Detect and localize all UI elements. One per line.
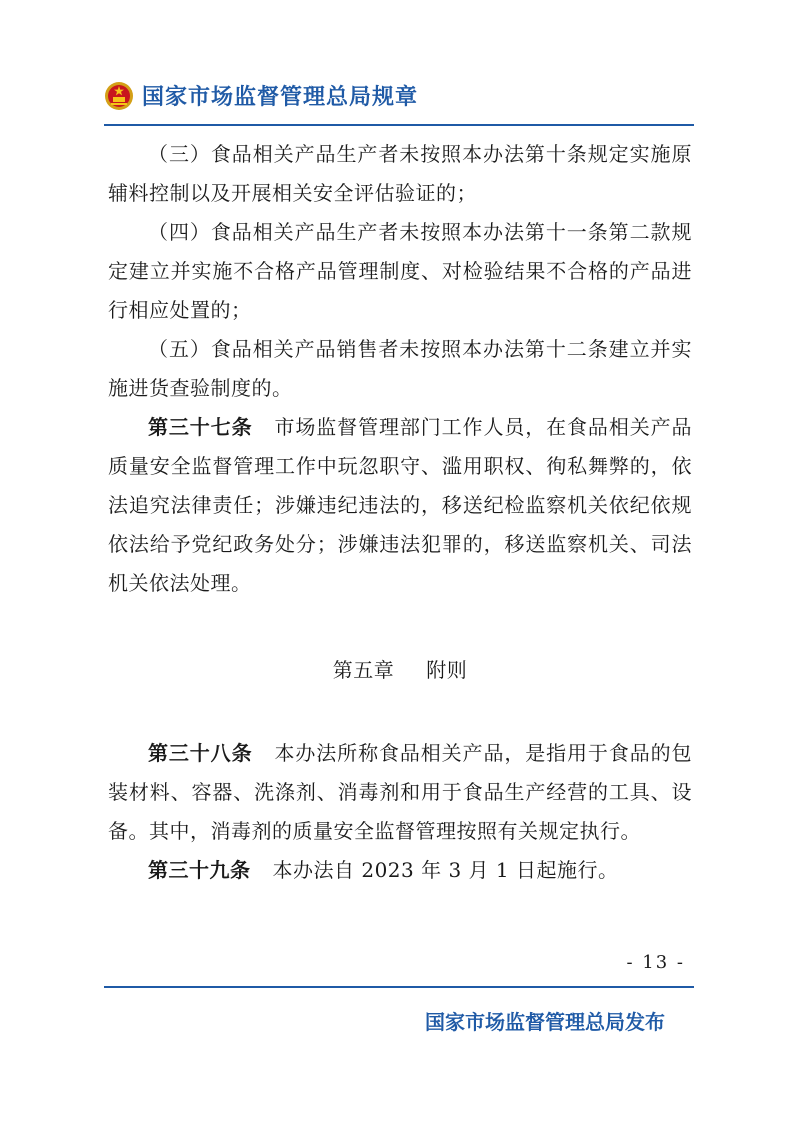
footer-publisher: 国家市场监督管理总局发布 [425,1010,665,1034]
footer-divider [104,986,694,988]
document-header [104,80,418,111]
chapter-number: 第五章 [332,658,395,682]
national-emblem-icon [104,81,134,111]
article-38-number: 第三十八条 [148,741,253,765]
article-38-text: 本办法所称食品相关产品，是指用于食品的包装材料、容器、洗涤剂、消毒剂和用于食品生产经营的工具、设备。其中，消毒剂的质量安全监督管理按照有关规定执行。 [108,741,693,843]
chapter-heading [108,651,692,690]
page-number: - 13 - [626,952,685,973]
article-39 [108,851,692,890]
paragraph-item-3: （三）食品相关产品生产者未按照本办法第十条规定实施原辅料控制以及开展相关安全评估验证的； [108,142,692,205]
header-divider [104,124,694,126]
paragraph-item-4: （四）食品相关产品生产者未按照本办法第十一条第二款规定建立并实施不合格产品管理制度、对检验结果不合格的产品进行相应处置的； [108,220,692,322]
article-39-number: 第三十九条 [148,858,251,882]
article-37-number: 第三十七条 [148,415,253,439]
article-37-text: 市场监督管理部门工作人员，在食品相关产品质量安全监督管理工作中玩忽职守、滥用职权、徇私舞弊的，依法追究法律责任；涉嫌违纪违法的，移送纪检监察机关依纪依规依法给予党纪政务处分；涉嫌违法犯罪的，移送监察机关、司法机关依法处理。 [108,415,693,595]
header-title: 国家市场监督管理总局规章 [142,85,419,110]
article-39-text: 本办法自 2023 年 3 月 1 日起施行。 [272,858,619,882]
document-body [108,135,692,890]
article-38 [108,734,692,851]
paragraph-item-5: （五）食品相关产品销售者未按照本办法第十二条建立并实施进货查验制度的。 [108,337,692,400]
chapter-name: 附则 [426,658,468,682]
article-37 [108,408,692,603]
